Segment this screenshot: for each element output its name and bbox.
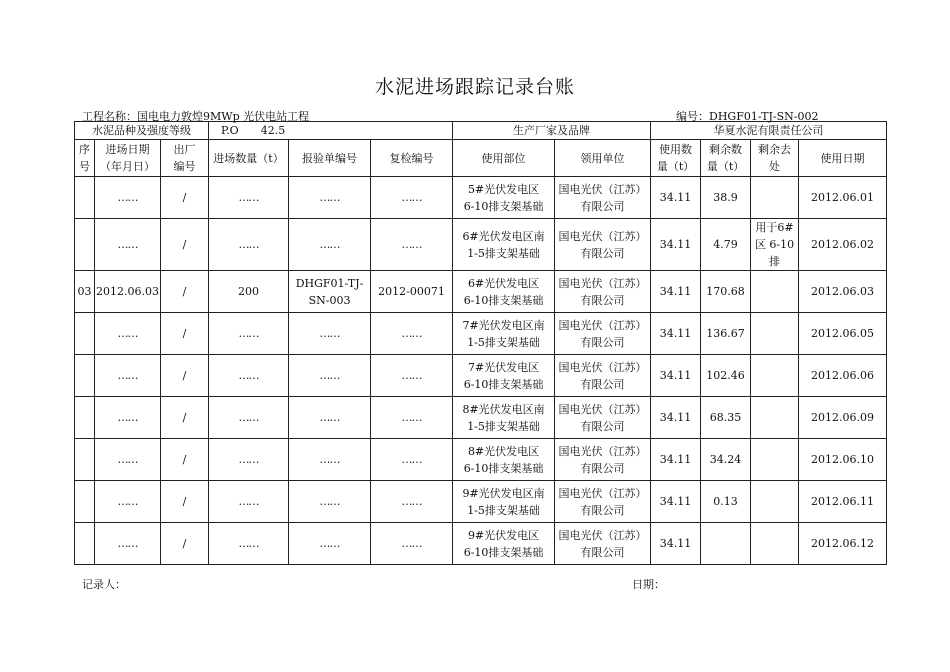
table-row — [75, 313, 887, 355]
remain-to-cell — [751, 397, 799, 439]
col-use-date: 使用日期 — [799, 140, 887, 177]
location-cell-line: 9#光伏发电区 — [467, 528, 540, 542]
unit-cell-line: 国电光伏（江苏） — [558, 229, 647, 243]
unit-cell-line: 有限公司 — [580, 293, 625, 307]
table-row — [75, 355, 887, 397]
col-report: 报验单编号 — [289, 140, 371, 177]
unit-cell — [555, 397, 651, 439]
location-cell-line: 1-5排支架基础 — [467, 335, 540, 349]
lot-cell: / — [161, 523, 209, 565]
date-in-cell: …… — [95, 397, 161, 439]
location-cell — [453, 523, 555, 565]
report-cell: …… — [289, 397, 371, 439]
used-cell: 34.11 — [651, 523, 701, 565]
col-remain: 剩余数 量（t） — [701, 140, 751, 177]
remain-cell — [701, 523, 751, 565]
remain-cell: 34.24 — [701, 439, 751, 481]
remain-to-cell — [751, 177, 799, 219]
col-used: 使用数 量（t） — [651, 140, 701, 177]
remain-cell: 38.9 — [701, 177, 751, 219]
qty-cell: …… — [209, 439, 289, 481]
unit-cell — [555, 271, 651, 313]
project-name: 工程名称：国电电力敦煌9MWp 光伏电站工程 — [82, 110, 310, 123]
unit-cell-line: 国电光伏（江苏） — [558, 528, 647, 542]
location-cell-line: 6-10排支架基础 — [463, 199, 544, 213]
table-row — [75, 177, 887, 219]
location-cell-line: 6-10排支架基础 — [463, 293, 544, 307]
recheck-cell: …… — [371, 219, 453, 271]
report-cell: …… — [289, 313, 371, 355]
unit-cell — [555, 523, 651, 565]
maker-value: 华夏水泥有限责任公司 — [651, 122, 887, 140]
table-row — [75, 523, 887, 565]
unit-cell-line: 有限公司 — [580, 545, 625, 559]
use-date-cell: 2012.06.09 — [799, 397, 887, 439]
col-remain-to: 剩余去 处 — [751, 140, 799, 177]
unit-cell-line: 有限公司 — [580, 461, 625, 475]
lot-cell: / — [161, 439, 209, 481]
remain-cell: 136.67 — [701, 313, 751, 355]
date-in-cell: …… — [95, 523, 161, 565]
seq-cell — [75, 313, 95, 355]
location-cell-line: 6-10排支架基础 — [463, 377, 544, 391]
report-cell: …… — [289, 219, 371, 271]
seq-cell — [75, 219, 95, 271]
recheck-cell: …… — [371, 523, 453, 565]
location-cell-line: 1-5排支架基础 — [467, 246, 540, 260]
use-date-cell: 2012.06.05 — [799, 313, 887, 355]
cement-ledger-table — [74, 121, 887, 565]
used-cell: 34.11 — [651, 219, 701, 271]
report-cell: …… — [289, 355, 371, 397]
remain-to-cell: 用于6#区 6-10排 — [751, 219, 799, 271]
meta-row — [75, 122, 887, 140]
used-cell: 34.11 — [651, 313, 701, 355]
unit-cell-line: 有限公司 — [580, 199, 625, 213]
seq-cell — [75, 481, 95, 523]
remain-cell: 4.79 — [701, 219, 751, 271]
col-location: 使用部位 — [453, 140, 555, 177]
qty-cell: …… — [209, 177, 289, 219]
remain-to-cell — [751, 481, 799, 523]
location-cell-line: 5#光伏发电区 — [467, 182, 540, 196]
date-label: 日期： — [632, 578, 665, 591]
maker-label: 生产厂家及品牌 — [453, 122, 651, 140]
location-cell-line: 9#光伏发电区南 — [462, 486, 545, 500]
col-unit: 领用单位 — [555, 140, 651, 177]
unit-cell-line: 有限公司 — [580, 503, 625, 517]
used-cell: 34.11 — [651, 177, 701, 219]
date-in-cell: …… — [95, 177, 161, 219]
seq-cell — [75, 397, 95, 439]
qty-cell: …… — [209, 313, 289, 355]
recheck-cell: …… — [371, 481, 453, 523]
unit-cell-line: 有限公司 — [580, 246, 625, 260]
qty-cell: …… — [209, 397, 289, 439]
unit-cell-line: 国电光伏（江苏） — [558, 402, 647, 416]
use-date-cell: 2012.06.03 — [799, 271, 887, 313]
lot-cell: / — [161, 271, 209, 313]
unit-cell-line: 国电光伏（江苏） — [558, 182, 647, 196]
remain-to-cell — [751, 439, 799, 481]
document-code: 编号：DHGF01-TJ-SN-002 — [676, 110, 819, 123]
seq-cell — [75, 177, 95, 219]
col-recheck: 复检编号 — [371, 140, 453, 177]
seq-cell: 03 — [75, 271, 95, 313]
date-in-cell: 2012.06.03 — [95, 271, 161, 313]
lot-cell: / — [161, 397, 209, 439]
recheck-cell: …… — [371, 355, 453, 397]
report-cell: …… — [289, 439, 371, 481]
col-date-in: 进场日期 （年月日） — [95, 140, 161, 177]
date-in-cell: …… — [95, 355, 161, 397]
lot-cell: / — [161, 219, 209, 271]
recheck-cell: …… — [371, 439, 453, 481]
unit-cell-line: 国电光伏（江苏） — [558, 444, 647, 458]
unit-cell-line: 有限公司 — [580, 377, 625, 391]
unit-cell — [555, 177, 651, 219]
column-header-row — [75, 140, 887, 177]
seq-cell — [75, 523, 95, 565]
used-cell: 34.11 — [651, 481, 701, 523]
unit-cell-line: 国电光伏（江苏） — [558, 486, 647, 500]
date-in-cell: …… — [95, 439, 161, 481]
location-cell — [453, 355, 555, 397]
remain-to-cell — [751, 355, 799, 397]
used-cell: 34.11 — [651, 397, 701, 439]
lot-cell: / — [161, 481, 209, 523]
used-cell: 34.11 — [651, 355, 701, 397]
grade-value: P.O 42.5 — [209, 122, 453, 140]
location-cell-line: 6#光伏发电区 — [467, 276, 540, 290]
grade-label: 水泥品种及强度等级 — [75, 122, 209, 140]
table-row — [75, 219, 887, 271]
remain-cell: 68.35 — [701, 397, 751, 439]
qty-cell: …… — [209, 219, 289, 271]
remain-cell: 170.68 — [701, 271, 751, 313]
location-cell-line: 6#光伏发电区南 — [462, 229, 545, 243]
remain-cell: 102.46 — [701, 355, 751, 397]
use-date-cell: 2012.06.10 — [799, 439, 887, 481]
unit-cell — [555, 313, 651, 355]
location-cell — [453, 313, 555, 355]
unit-cell-line: 有限公司 — [580, 419, 625, 433]
remain-to-cell — [751, 313, 799, 355]
col-seq: 序 号 — [75, 140, 95, 177]
use-date-cell: 2012.06.06 — [799, 355, 887, 397]
unit-cell-line: 有限公司 — [580, 335, 625, 349]
table-row — [75, 481, 887, 523]
date-in-cell: …… — [95, 219, 161, 271]
recheck-cell: …… — [371, 177, 453, 219]
col-qty: 进场数量（t） — [209, 140, 289, 177]
location-cell-line: 8#光伏发电区南 — [462, 402, 545, 416]
location-cell — [453, 271, 555, 313]
used-cell: 34.11 — [651, 271, 701, 313]
location-cell-line: 1-5排支架基础 — [467, 419, 540, 433]
lot-cell: / — [161, 313, 209, 355]
col-lot: 出厂 编号 — [161, 140, 209, 177]
location-cell-line: 7#光伏发电区南 — [462, 318, 545, 332]
location-cell-line: 1-5排支架基础 — [467, 503, 540, 517]
seq-cell — [75, 355, 95, 397]
location-cell — [453, 439, 555, 481]
location-cell — [453, 397, 555, 439]
location-cell — [453, 177, 555, 219]
unit-cell-line: 国电光伏（江苏） — [558, 360, 647, 374]
lot-cell: / — [161, 177, 209, 219]
unit-cell — [555, 219, 651, 271]
unit-cell — [555, 481, 651, 523]
location-cell-line: 8#光伏发电区 — [467, 444, 540, 458]
use-date-cell: 2012.06.12 — [799, 523, 887, 565]
report-cell: …… — [289, 177, 371, 219]
recheck-cell: …… — [371, 397, 453, 439]
remain-cell: 0.13 — [701, 481, 751, 523]
used-cell: 34.11 — [651, 439, 701, 481]
report-cell: …… — [289, 481, 371, 523]
location-cell-line: 6-10排支架基础 — [463, 545, 544, 559]
report-cell: DHGF01-TJ-SN-003 — [289, 271, 371, 313]
qty-cell: …… — [209, 481, 289, 523]
date-in-cell: …… — [95, 313, 161, 355]
unit-cell — [555, 355, 651, 397]
date-in-cell: …… — [95, 481, 161, 523]
table-row — [75, 271, 887, 313]
report-cell: …… — [289, 523, 371, 565]
recheck-cell: 2012-00071 — [371, 271, 453, 313]
qty-cell: 200 — [209, 271, 289, 313]
qty-cell: …… — [209, 523, 289, 565]
location-cell-line: 7#光伏发电区 — [467, 360, 540, 374]
use-date-cell: 2012.06.02 — [799, 219, 887, 271]
table-row — [75, 397, 887, 439]
recheck-cell: …… — [371, 313, 453, 355]
unit-cell — [555, 439, 651, 481]
location-cell-line: 6-10排支架基础 — [463, 461, 544, 475]
remain-to-cell — [751, 271, 799, 313]
table-row — [75, 439, 887, 481]
use-date-cell: 2012.06.11 — [799, 481, 887, 523]
recorder-label: 记录人： — [82, 578, 126, 591]
unit-cell-line: 国电光伏（江苏） — [558, 276, 647, 290]
qty-cell: …… — [209, 355, 289, 397]
remain-to-cell — [751, 523, 799, 565]
location-cell — [453, 219, 555, 271]
use-date-cell: 2012.06.01 — [799, 177, 887, 219]
unit-cell-line: 国电光伏（江苏） — [558, 318, 647, 332]
seq-cell — [75, 439, 95, 481]
lot-cell: / — [161, 355, 209, 397]
page-title: 水泥进场跟踪记录台账 — [374, 76, 575, 98]
location-cell — [453, 481, 555, 523]
